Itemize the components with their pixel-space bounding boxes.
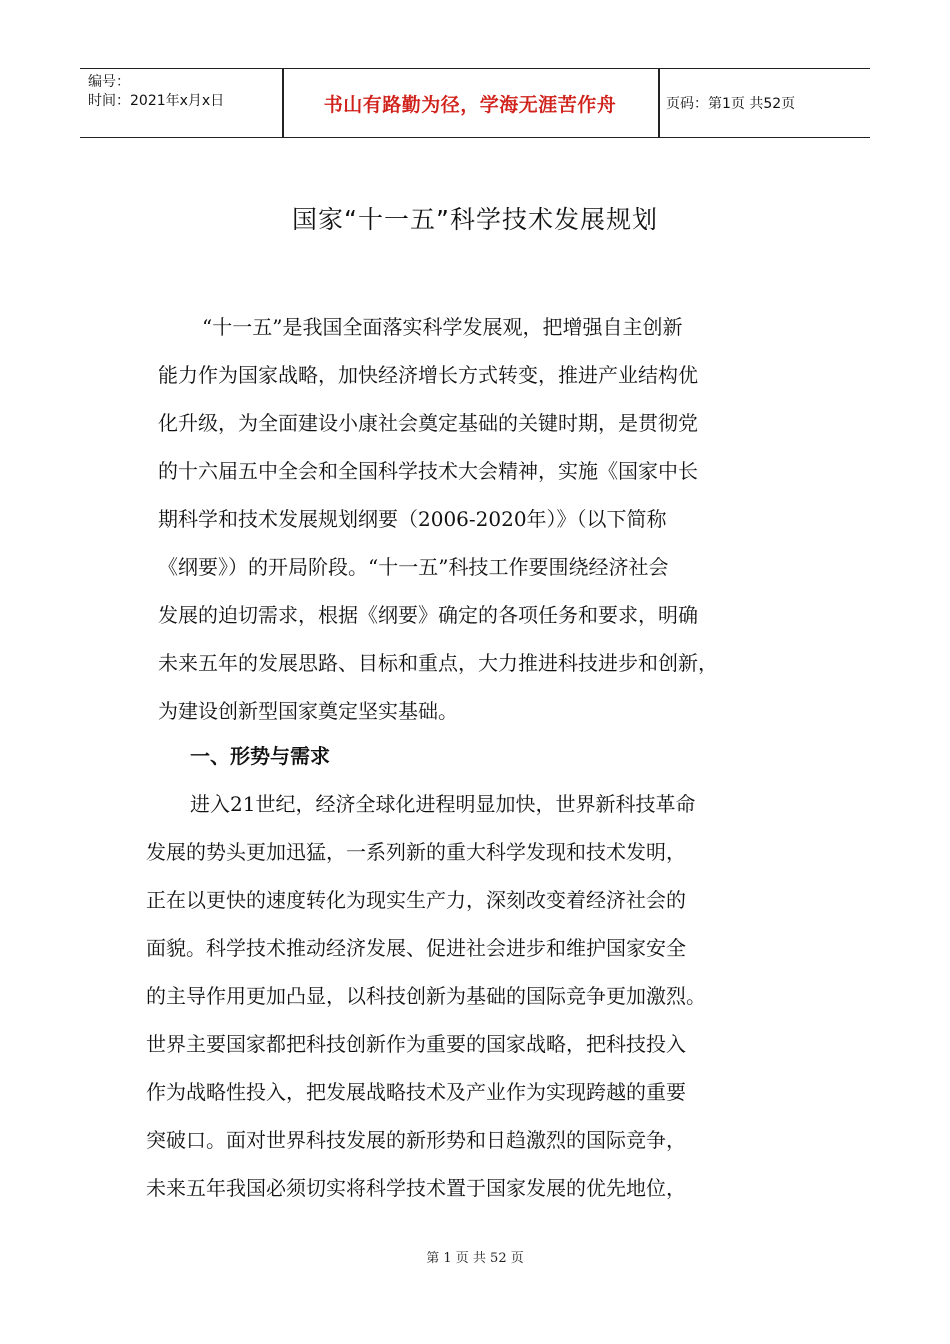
paragraph-line: 的主导作用更加凸显，以科技创新为基础的国际竞争更加激烈。 <box>146 984 706 1008</box>
paragraph-line: 能力作为国家战略，加快经济增长方式转变，推进产业结构优 <box>158 363 698 387</box>
paragraph-line: 发展的势头更加迅猛，一系列新的重大科学发现和技术发明， <box>146 840 686 864</box>
section-heading: 一、形势与需求 <box>190 744 330 768</box>
time-label: 时间：2021年x月x日 <box>88 93 225 109</box>
paragraph-line: 的十六届五中全会和全国科学技术大会精神，实施《国家中长 <box>158 459 698 483</box>
header-table <box>80 68 870 138</box>
paragraph-line: 突破口。面对世界科技发展的新形势和日趋激烈的国际竞争， <box>146 1128 686 1152</box>
paragraph-line: 正在以更快的速度转化为现实生产力，深刻改变着经济社会的 <box>146 888 686 912</box>
paragraph-line: “十一五”是我国全面落实科学发展观，把增强自主创新 <box>202 315 683 339</box>
paragraph-line: 期科学和技术发展规划纲要（2006-2020年）》（以下简称 <box>158 507 667 531</box>
section-paragraph <box>146 780 836 1212</box>
paragraph-line: 未来五年我国必须切实将科学技术置于国家发展的优先地位， <box>146 1176 686 1200</box>
code-label: 编号： <box>88 74 130 90</box>
page-footer: 第 1 页 共 52 页 <box>426 1251 524 1266</box>
header-page-info: 页码：第1页 共52页 <box>666 96 796 112</box>
paragraph-line: 化升级，为全面建设小康社会奠定基础的关键时期，是贯彻党 <box>158 411 698 435</box>
header-divider <box>658 69 660 137</box>
intro-paragraph <box>158 303 818 735</box>
document-title: 国家“十一五”科学技术发展规划 <box>292 205 658 234</box>
paragraph-line: 为建设创新型国家奠定坚实基础。 <box>158 699 458 723</box>
paragraph-line: 世界主要国家都把科技创新作为重要的国家战略，把科技投入 <box>146 1032 686 1056</box>
paragraph-line: 发展的迫切需求，根据《纲要》确定的各项任务和要求，明确 <box>158 603 698 627</box>
header-motto: 书山有路勤为径，学海无涯苦作舟 <box>323 93 617 116</box>
paragraph-line: 《纲要》）的开局阶段。“十一五”科技工作要围绕经济社会 <box>158 555 669 579</box>
paragraph-line: 作为战略性投入，把发展战略技术及产业作为实现跨越的重要 <box>146 1080 686 1104</box>
header-meta <box>88 73 224 111</box>
paragraph-line: 面貌。科学技术推动经济发展、促进社会进步和维护国家安全 <box>146 936 686 960</box>
paragraph-line: 进入21世纪，经济全球化进程明显加快，世界新科技革命 <box>190 792 696 816</box>
paragraph-line: 未来五年的发展思路、目标和重点，大力推进科技进步和创新， <box>158 651 718 675</box>
